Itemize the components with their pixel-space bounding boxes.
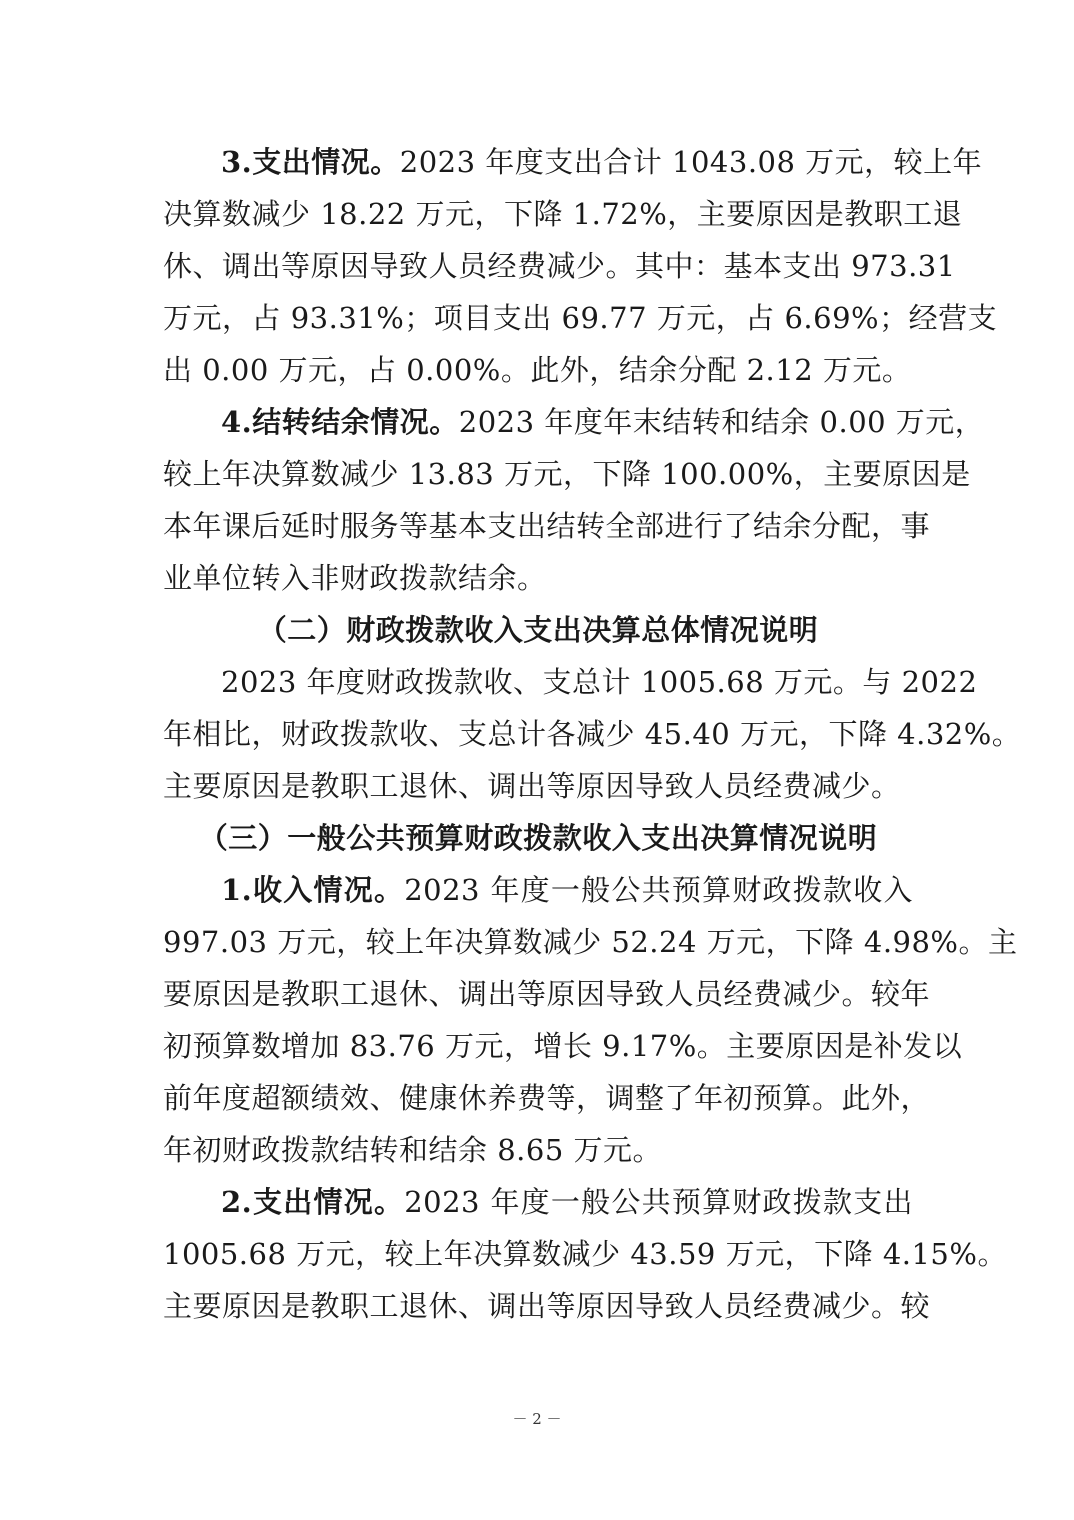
paragraph-line: 主要原因是教职工退休、调出等原因导致人员经费减少。 (163, 769, 901, 803)
paragraph-line: 年相比，财政拨款收、支总计各减少 45.40 万元，下降 4.32%。 (163, 717, 1022, 751)
paragraph-line: 较上年决算数减少 13.83 万元，下降 100.00%，主要原因是 (163, 457, 971, 491)
section-heading: （二）财政拨款收入支出决算总体情况说明 (257, 613, 819, 647)
section-4-text: 2023 年度年末结转和结余 0.00 万元， (458, 405, 985, 439)
section-3-heading: 3.支出情况。 (221, 145, 400, 179)
paragraph-line: 初预算数增加 83.76 万元，增长 9.17%。主要原因是补发以 (163, 1029, 963, 1063)
paragraph-line (221, 142, 983, 182)
paragraph-line: 1005.68 万元，较上年决算数减少 43.59 万元，下降 4.15%。 (163, 1237, 1007, 1271)
paragraph-line: 要原因是教职工退休、调出等原因导致人员经费减少。较年 (163, 977, 931, 1011)
page-number: － 2 － (512, 1410, 562, 1428)
paragraph-line (221, 870, 913, 910)
paragraph-line: 万元，占 93.31%；项目支出 69.77 万元，占 6.69%；经营支 (163, 301, 998, 335)
paragraph-line (221, 1182, 913, 1222)
paragraph-line: 业单位转入非财政拨款结余。 (163, 561, 547, 595)
paragraph-line: 出 0.00 万元，占 0.00%。此外，结余分配 2.12 万元。 (163, 353, 912, 387)
section-heading: （三）一般公共预算财政拨款收入支出决算情况说明 (198, 821, 878, 855)
paragraph-line: 决算数减少 18.22 万元，下降 1.72%，主要原因是教职工退 (163, 197, 963, 231)
expense-text: 2023 年度一般公共预算财政拨款支出 (404, 1185, 913, 1219)
paragraph-line: 2023 年度财政拨款收、支总计 1005.68 万元。与 2022 (221, 665, 978, 699)
paragraph-line: 主要原因是教职工退休、调出等原因导致人员经费减少。较 (163, 1289, 931, 1323)
section-3-text: 2023 年度支出合计 1043.08 万元，较上年 (399, 145, 983, 179)
paragraph-line: 本年课后延时服务等基本支出结转全部进行了结余分配，事 (163, 509, 931, 543)
paragraph-line: 年初财政拨款结转和结余 8.65 万元。 (163, 1133, 663, 1167)
paragraph-line: 休、调出等原因导致人员经费减少。其中：基本支出 973.31 (163, 249, 956, 283)
paragraph-line: 前年度超额绩效、健康休养费等，调整了年初预算。此外， (163, 1081, 931, 1115)
expense-heading: 2.支出情况。 (221, 1185, 405, 1219)
paragraph-line (221, 402, 985, 442)
section-4-heading: 4.结转结余情况。 (221, 405, 459, 439)
paragraph-line: 997.03 万元，较上年决算数减少 52.24 万元，下降 4.98%。主 (163, 925, 1018, 959)
income-text: 2023 年度一般公共预算财政拨款收入 (404, 873, 913, 907)
income-heading: 1.收入情况。 (221, 873, 405, 907)
